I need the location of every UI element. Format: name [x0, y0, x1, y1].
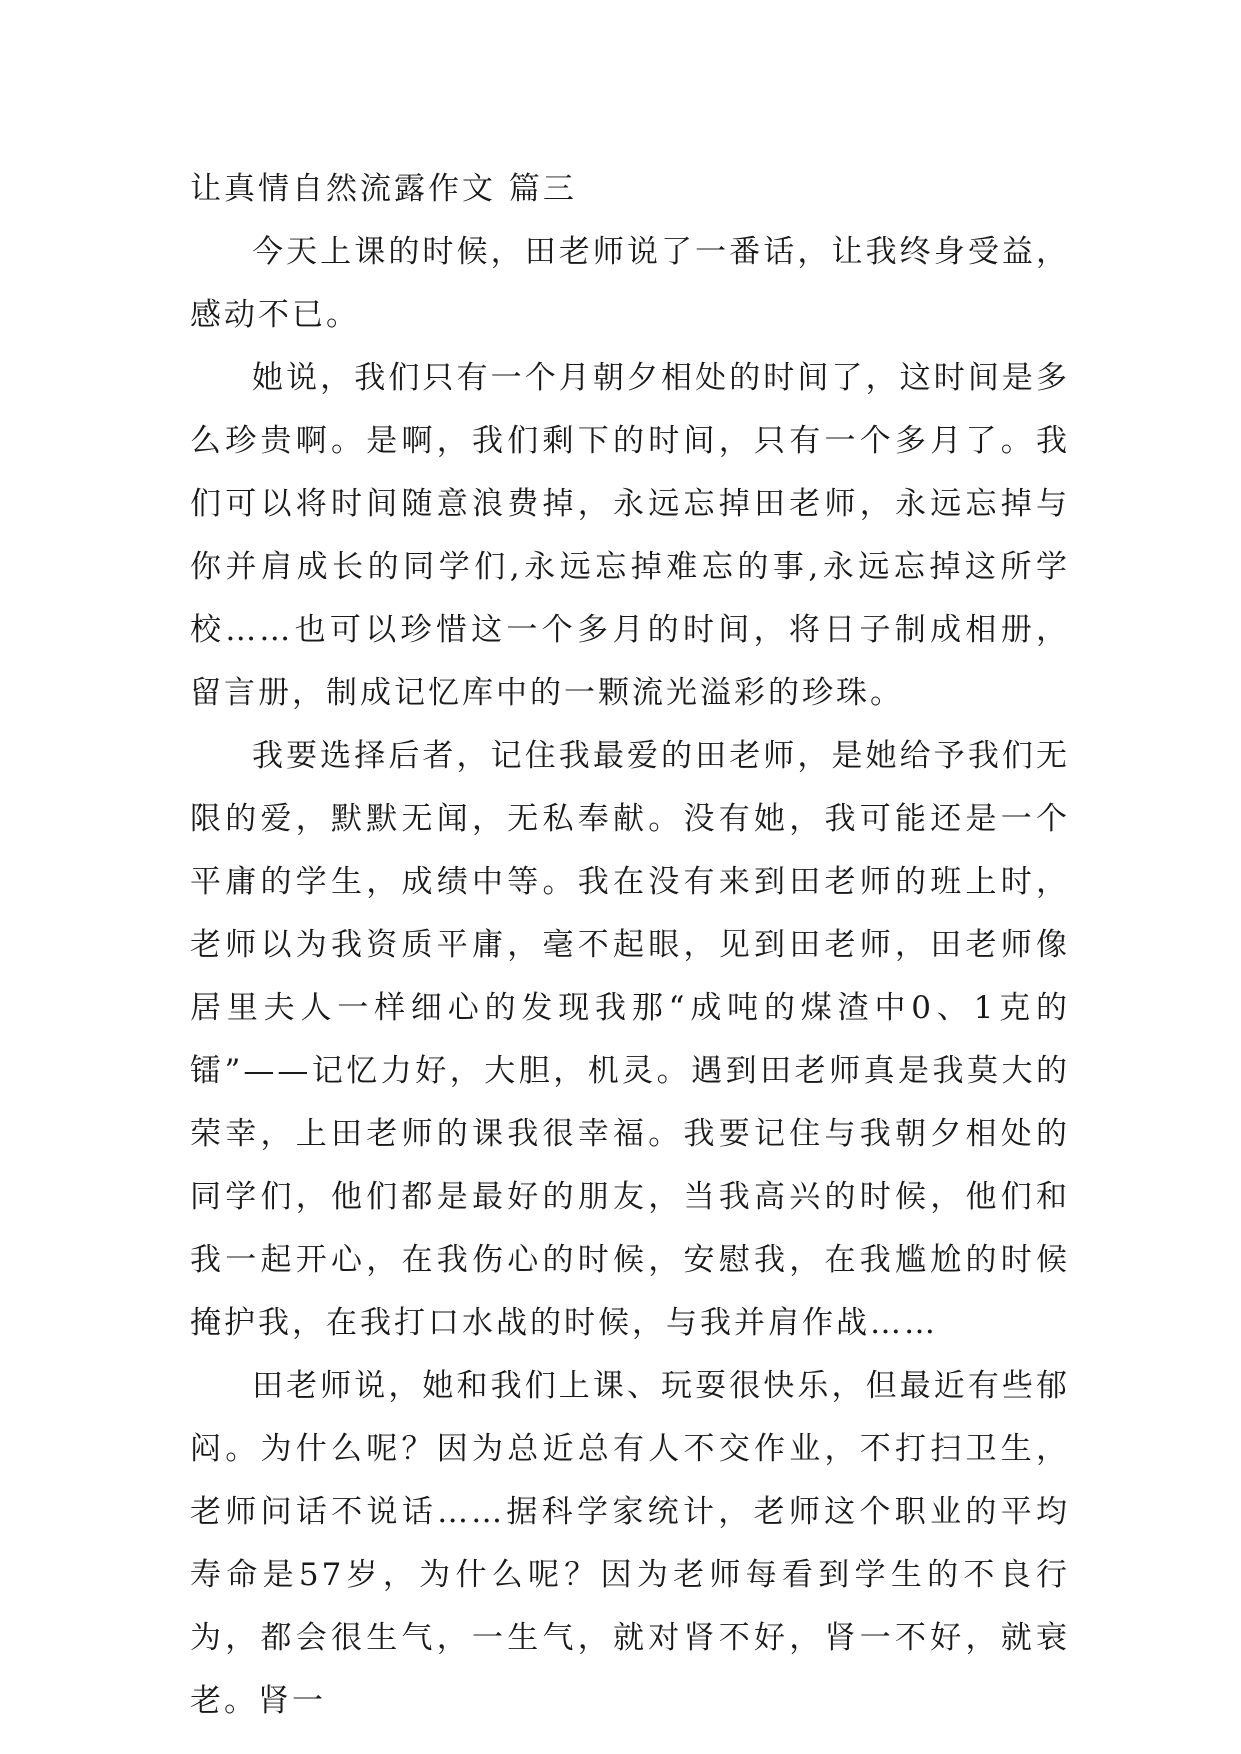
paragraph-3: 我要选择后者，记住我最爱的田老师，是她给予我们无限的爱，默默无闻，无私奉献。没有她，我可能还是一个平庸的学生，成绩中等。我在没有来到田老师的班上时，老师以为我资质平庸，毫不起眼，见到田老师，田老师像居里夫人一样细心的发现我那“成吨的煤渣中0、1克的镭”——记忆力好，大胆，机灵。遇到田老师真是我莫大的荣幸，上田老师的课我很幸福。我要记住与我朝夕相处的同学们，他们都是最好的朋友，当我高兴的时候，他们和我一起开心，在我伤心的时候，安慰我，在我尴尬的时候掩护我，在我打口水战的时候，与我并肩作战……: [190, 738, 1070, 1341]
paragraph-1: 今天上课的时候，田老师说了一番话，让我终身受益，感动不已。: [190, 234, 1070, 333]
document-title: 让真情自然流露作文 篇三: [190, 171, 577, 207]
document-body: [190, 158, 1070, 1733]
paragraph-4: 田老师说，她和我们上课、玩耍很快乐，但最近有些郁闷。为什么呢？因为总近总有人不交作业，不打扫卫生，老师问话不说话……据科学家统计，老师这个职业的平均寿命是57岁，为什么呢？因为老师每看到学生的不良行为，都会很生气，一生气，就对肾不好，肾一不好，就衰老。肾一: [190, 1368, 1070, 1719]
paragraph-2: 她说，我们只有一个月朝夕相处的时间了，这时间是多么珍贵啊。是啊，我们剩下的时间，只有一个多月了。我们可以将时间随意浪费掉，永远忘掉田老师，永远忘掉与你并肩成长的同学们,永远忘掉难忘的事,永远忘掉这所学校……也可以珍惜这一个多月的时间，将日子制成相册，留言册，制成记忆库中的一颗流光溢彩的珍珠。: [190, 360, 1070, 711]
